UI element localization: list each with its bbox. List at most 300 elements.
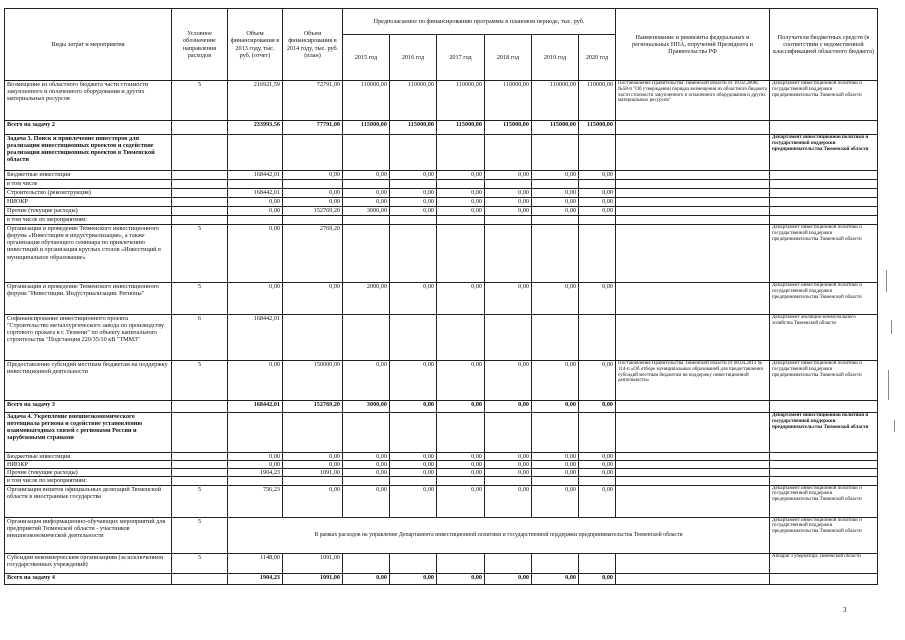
table-row: [5, 180, 878, 189]
table-row: [5, 135, 878, 171]
header-year: 2019 год: [532, 35, 579, 81]
row-plan-value: [343, 180, 390, 189]
row-plan-value: 0,00: [485, 361, 532, 401]
row-npa: [616, 180, 770, 189]
row-2014: 1091,00: [283, 553, 343, 573]
row-2013: [228, 413, 283, 453]
row-2013: 1904,23: [228, 469, 283, 477]
row-plan-value: 0,00: [390, 573, 437, 584]
row-plan-value: 0,00: [343, 485, 390, 517]
row-plan-value: 0,00: [485, 189, 532, 198]
row-plan-value: [485, 216, 532, 225]
row-plan-value: [485, 180, 532, 189]
header-2013: Объем финансирования в 2013 году, тыс. руб. (отчет): [228, 9, 283, 81]
row-plan-value: 110000,00: [437, 81, 485, 121]
row-npa: [616, 469, 770, 477]
row-plan-value: [343, 216, 390, 225]
row-2013: [228, 135, 283, 171]
row-plan-value: 115000,00: [437, 121, 485, 135]
table-row: [5, 207, 878, 216]
row-2014: [283, 477, 343, 485]
row-plan-value: 0,00: [343, 461, 390, 469]
row-plan-value: 0,00: [343, 198, 390, 207]
row-plan-value: 0,00: [343, 171, 390, 180]
row-2014: 2769,20: [283, 225, 343, 283]
row-plan-value: 0,00: [437, 207, 485, 216]
row-plan-value: [532, 553, 579, 573]
header-year: 2015 год: [343, 35, 390, 81]
row-2013: 0,00: [228, 361, 283, 401]
row-name: в том числе по мероприятиям:: [5, 477, 172, 485]
row-recipient: [770, 461, 878, 469]
row-2014: 150000,00: [283, 361, 343, 401]
row-plan-value: 0,00: [437, 283, 485, 315]
row-code: [172, 453, 228, 461]
header-recipient: Получатели бюджетных средств (в соответствии с ведомственной классификацией областного бюджета): [770, 9, 878, 81]
row-plan-value: [579, 553, 616, 573]
row-plan-value: [390, 180, 437, 189]
row-plan-value: 0,00: [532, 207, 579, 216]
row-plan-value: [390, 315, 437, 361]
row-code: 5: [172, 517, 228, 553]
row-name: в том числе по мероприятиям:: [5, 216, 172, 225]
table-row: [5, 413, 878, 453]
row-npa: [616, 453, 770, 461]
row-2014: 0,00: [283, 453, 343, 461]
row-plan-value: 0,00: [437, 189, 485, 198]
row-plan-value: [343, 315, 390, 361]
table-row: [5, 573, 878, 584]
row-2013: 0,00: [228, 283, 283, 315]
scan-edge-marks: [884, 260, 898, 480]
row-code: [172, 573, 228, 584]
row-npa: [616, 225, 770, 283]
row-2014: [283, 135, 343, 171]
row-plan-value: 0,00: [532, 469, 579, 477]
row-plan-value: [390, 553, 437, 573]
row-npa: Постановление Правительства Тюменской области от 18.02.2008г. №58-п "Об утверждении порядка возмещения из областного бюджета части стоимости закупленного и оплаченного оборудования и других материальных ресурсов": [616, 81, 770, 121]
row-name: Организация и проведение Тюменского инвестиционного форума «Инвестиции и индустриализация», а также организация обучающего семинара по привлечению инвестиций и организация круглых столов «Инвестиций в муниципальное образование»: [5, 225, 172, 283]
row-2014: 0,00: [283, 171, 343, 180]
merged-note: В рамках расходов на управление Департамента инвестиционной политики и государственной поддержки предпринимательства Тюменской области: [228, 517, 770, 553]
row-plan-value: 0,00: [532, 401, 579, 413]
row-name: Прочие (текущие расходы): [5, 469, 172, 477]
row-plan-value: 0,00: [532, 189, 579, 198]
row-npa: [616, 121, 770, 135]
row-2013: [228, 180, 283, 189]
row-plan-value: 3000,00: [343, 401, 390, 413]
row-plan-value: 0,00: [532, 283, 579, 315]
row-plan-value: [437, 225, 485, 283]
row-recipient: [770, 198, 878, 207]
row-plan-value: 0,00: [532, 198, 579, 207]
budget-table: [4, 8, 878, 585]
row-plan-value: 0,00: [437, 461, 485, 469]
row-plan-value: 115000,00: [390, 121, 437, 135]
table-row: [5, 453, 878, 461]
row-plan-value: [390, 413, 437, 453]
row-recipient: Департамент инвестиционной политики и государственной поддержки предпринимательства Тюменской области: [770, 81, 878, 121]
row-2014: 72791,00: [283, 81, 343, 121]
header-year: 2020 год: [579, 35, 616, 81]
header-npa: Наименование и реквизиты федеральных и региональных НПА, поручений Президента и Правительства РФ: [616, 9, 770, 81]
row-2013: 0,00: [228, 461, 283, 469]
row-plan-value: [579, 216, 616, 225]
row-plan-value: 110000,00: [343, 81, 390, 121]
table-row-merged: [5, 517, 878, 553]
row-recipient: Департамент инвестиционной политики и государственной поддержки предпринимательства Тюменской области: [770, 361, 878, 401]
row-plan-value: 0,00: [390, 461, 437, 469]
row-name: Бюджетные инвестиции: [5, 453, 172, 461]
table-row: [5, 81, 878, 121]
header-plan-group: Предполагаемое по финансированию программы в плановом периоде, тыс. руб.: [343, 9, 616, 35]
row-code: [172, 135, 228, 171]
row-plan-value: 0,00: [390, 171, 437, 180]
row-recipient: [770, 189, 878, 198]
row-plan-value: 0,00: [390, 485, 437, 517]
row-name: Предоставление субсидий местным бюджетам на поддержку инвестиционной деятельности: [5, 361, 172, 401]
table-row: [5, 361, 878, 401]
row-npa: [616, 485, 770, 517]
row-plan-value: 0,00: [579, 189, 616, 198]
row-name: НИОКР: [5, 461, 172, 469]
row-name: Задача 4. Укрепление внешнеэкономического потенциала региона и содействие установлению взаимовыгодных связей с регионами России и зарубежными странами: [5, 413, 172, 453]
row-2014: [283, 216, 343, 225]
row-name: Задача 3. Поиск и привлечение инвесторов для реализации инвестиционных проектов и содействие реализации инвестиционных проектов в Тюменской области: [5, 135, 172, 171]
row-plan-value: [579, 180, 616, 189]
row-name: Строительство (реконструкция): [5, 189, 172, 198]
row-2014: 0,00: [283, 461, 343, 469]
row-plan-value: 0,00: [485, 171, 532, 180]
row-name: Бюджетные инвестиции: [5, 171, 172, 180]
row-plan-value: 0,00: [485, 469, 532, 477]
row-code: 5: [172, 485, 228, 517]
row-plan-value: 0,00: [485, 207, 532, 216]
row-2013: 168442,01: [228, 171, 283, 180]
table-row: [5, 469, 878, 477]
row-plan-value: 0,00: [390, 469, 437, 477]
row-recipient: [770, 469, 878, 477]
row-plan-value: 110000,00: [390, 81, 437, 121]
row-recipient: Аппарат Губернатора Тюменской области: [770, 553, 878, 573]
row-plan-value: [437, 135, 485, 171]
row-plan-value: 0,00: [579, 573, 616, 584]
row-recipient: Департамент инвестиционной политики и государственной поддержки предпринимательства Тюменской области: [770, 225, 878, 283]
table-row: [5, 477, 878, 485]
row-2014: 0,00: [283, 485, 343, 517]
row-plan-value: 0,00: [532, 461, 579, 469]
row-npa: [616, 171, 770, 180]
row-plan-value: 0,00: [343, 573, 390, 584]
row-2014: 1091,00: [283, 469, 343, 477]
row-plan-value: 0,00: [579, 469, 616, 477]
row-plan-value: 0,00: [579, 485, 616, 517]
page-number: 3: [843, 606, 847, 614]
row-plan-value: [485, 315, 532, 361]
row-recipient: [770, 180, 878, 189]
row-plan-value: [579, 413, 616, 453]
row-plan-value: 0,00: [579, 207, 616, 216]
header-2014: Объем финансирования в 2014 году, тыс. руб. (план): [283, 9, 343, 81]
table-row: [5, 315, 878, 361]
table-row: [5, 171, 878, 180]
row-plan-value: 0,00: [390, 207, 437, 216]
row-npa: [616, 477, 770, 485]
row-plan-value: [343, 225, 390, 283]
row-plan-value: 0,00: [579, 198, 616, 207]
row-recipient: Департамент инвестиционной политики и государственной поддержки предпринимательства Тюменской области: [770, 135, 878, 171]
row-npa: [616, 461, 770, 469]
row-code: 5: [172, 361, 228, 401]
table-row: [5, 121, 878, 135]
row-plan-value: [343, 477, 390, 485]
row-plan-value: 0,00: [485, 401, 532, 413]
row-recipient: Департамент инвестиционной политики и государственной поддержки предпринимательства Тюменской области: [770, 413, 878, 453]
row-2013: 168442,01: [228, 315, 283, 361]
header-row-1: [5, 9, 878, 35]
row-plan-value: 0,00: [390, 401, 437, 413]
row-plan-value: 110000,00: [579, 81, 616, 121]
row-name: Организация и проведение Тюменского инвестиционного форума "Инвестиции. Индустриализация. Регионы": [5, 283, 172, 315]
row-plan-value: 0,00: [437, 401, 485, 413]
row-plan-value: 0,00: [390, 189, 437, 198]
row-plan-value: [532, 413, 579, 453]
row-2014: 1091,00: [283, 573, 343, 584]
row-plan-value: 0,00: [532, 485, 579, 517]
row-npa: [616, 315, 770, 361]
row-npa: [616, 216, 770, 225]
row-code: [172, 180, 228, 189]
row-recipient: [770, 121, 878, 135]
row-code: [172, 477, 228, 485]
row-name: Всего на задачу 4: [5, 573, 172, 584]
row-plan-value: 0,00: [485, 198, 532, 207]
row-recipient: [770, 453, 878, 461]
row-2013: 1148,00: [228, 553, 283, 573]
row-2013: 0,00: [228, 453, 283, 461]
row-plan-value: 0,00: [579, 461, 616, 469]
row-plan-value: [579, 135, 616, 171]
row-recipient: Департамент жилищно-коммунального хозяйства Тюменской области: [770, 315, 878, 361]
row-npa: [616, 189, 770, 198]
header-name: Виды затрат и мероприятия: [5, 9, 172, 81]
row-2014: 0,00: [283, 189, 343, 198]
row-2013: [228, 216, 283, 225]
table-row: [5, 401, 878, 413]
row-plan-value: 115000,00: [343, 121, 390, 135]
row-2013: 168442,01: [228, 401, 283, 413]
row-plan-value: 0,00: [485, 453, 532, 461]
row-plan-value: [532, 216, 579, 225]
row-2014: [283, 315, 343, 361]
row-name: Софинансирование инвестиционного проекта "Строительство металлургического завода по производству сортового проката в г. Тюмени" по объекту капитального строительства "Подстанция 220/35/10 кВ "ТММЗ": [5, 315, 172, 361]
row-recipient: [770, 401, 878, 413]
row-recipient: [770, 207, 878, 216]
row-2013: 168442,01: [228, 189, 283, 198]
row-plan-value: [485, 413, 532, 453]
row-plan-value: [532, 225, 579, 283]
row-npa: [616, 553, 770, 573]
row-code: 6: [172, 315, 228, 361]
row-npa: Постановление Правительства Тюменской области от 08.04.2013 № 114-п «Об отборе муниципальных образований для предоставления субсидий местным бюджетам на поддержку инвестиционной деятельности»: [616, 361, 770, 401]
row-2014: 0,00: [283, 283, 343, 315]
row-plan-value: 0,00: [437, 485, 485, 517]
row-code: [172, 189, 228, 198]
row-name: Возмещение из областного бюджета части стоимости закупленного и оплаченного оборудования и других материальных ресурсов: [5, 81, 172, 121]
table-row: [5, 198, 878, 207]
row-plan-value: 0,00: [485, 573, 532, 584]
row-plan-value: 0,00: [437, 453, 485, 461]
row-2013: [228, 477, 283, 485]
row-recipient: Департамент инвестиционной политики и государственной поддержки предпринимательства Тюменской области: [770, 283, 878, 315]
row-plan-value: [390, 216, 437, 225]
row-code: [172, 401, 228, 413]
row-plan-value: 115000,00: [579, 121, 616, 135]
header-year: 2018 год: [485, 35, 532, 81]
row-plan-value: 0,00: [437, 469, 485, 477]
row-recipient: [770, 171, 878, 180]
row-npa: [616, 283, 770, 315]
row-npa: [616, 413, 770, 453]
row-plan-value: [437, 180, 485, 189]
row-code: [172, 121, 228, 135]
row-plan-value: [437, 315, 485, 361]
row-recipient: Департамент инвестиционной политики и государственной поддержки предпринимательства Тюменской области: [770, 485, 878, 517]
row-plan-value: 110000,00: [532, 81, 579, 121]
row-plan-value: 0,00: [579, 171, 616, 180]
row-code: [172, 198, 228, 207]
row-code: 5: [172, 283, 228, 315]
row-plan-value: [390, 135, 437, 171]
row-plan-value: 0,00: [343, 469, 390, 477]
row-plan-value: [485, 477, 532, 485]
table-body: [5, 81, 878, 585]
row-plan-value: 0,00: [532, 361, 579, 401]
row-code: [172, 171, 228, 180]
row-plan-value: 0,00: [437, 171, 485, 180]
row-plan-value: 110000,00: [485, 81, 532, 121]
row-code: [172, 216, 228, 225]
row-plan-value: 0,00: [579, 401, 616, 413]
row-plan-value: 2000,00: [343, 283, 390, 315]
row-plan-value: [579, 477, 616, 485]
row-2014: 152769,20: [283, 207, 343, 216]
row-plan-value: [532, 477, 579, 485]
row-plan-value: [437, 477, 485, 485]
row-plan-value: 0,00: [343, 189, 390, 198]
row-plan-value: [390, 477, 437, 485]
row-plan-value: 115000,00: [485, 121, 532, 135]
row-plan-value: 0,00: [532, 171, 579, 180]
row-code: 5: [172, 553, 228, 573]
row-plan-value: 0,00: [390, 198, 437, 207]
table-row: [5, 553, 878, 573]
row-name: Организация визитов официальных делегаций Тюменской области в иностранные государства: [5, 485, 172, 517]
row-plan-value: 0,00: [437, 361, 485, 401]
table-row: [5, 216, 878, 225]
row-plan-value: [579, 315, 616, 361]
row-plan-value: 0,00: [532, 453, 579, 461]
row-2013: 0,00: [228, 198, 283, 207]
row-plan-value: 0,00: [390, 361, 437, 401]
row-plan-value: [579, 225, 616, 283]
row-2014: [283, 180, 343, 189]
row-name: Субсидии некоммерческим организациям (за исключением государственных учреждений): [5, 553, 172, 573]
row-2013: 233993,56: [228, 121, 283, 135]
row-plan-value: 0,00: [579, 453, 616, 461]
row-plan-value: 0,00: [485, 283, 532, 315]
row-npa: [616, 401, 770, 413]
row-plan-value: 115000,00: [532, 121, 579, 135]
row-plan-value: [532, 315, 579, 361]
row-plan-value: 3000,00: [343, 207, 390, 216]
row-npa: [616, 207, 770, 216]
header-year: 2017 год: [437, 35, 485, 81]
row-name: Всего на задачу 2: [5, 121, 172, 135]
row-code: [172, 469, 228, 477]
row-name: Организация информационно-обучающих мероприятий для предприятий Тюменской области - участников внешнеэкономической деятельности: [5, 517, 172, 553]
row-code: [172, 461, 228, 469]
row-plan-value: 0,00: [343, 361, 390, 401]
row-plan-value: [437, 216, 485, 225]
row-plan-value: 0,00: [579, 361, 616, 401]
row-plan-value: 0,00: [532, 573, 579, 584]
row-2013: 1904,23: [228, 573, 283, 584]
row-2014: 152769,20: [283, 401, 343, 413]
row-plan-value: [485, 225, 532, 283]
row-npa: [616, 573, 770, 584]
header-code: Условное обозначение направления расходов: [172, 9, 228, 81]
row-plan-value: [437, 413, 485, 453]
row-plan-value: 0,00: [485, 461, 532, 469]
row-code: [172, 413, 228, 453]
row-npa: [616, 198, 770, 207]
row-plan-value: [485, 553, 532, 573]
row-plan-value: [343, 413, 390, 453]
row-plan-value: [437, 553, 485, 573]
row-name: Всего на задачу 3: [5, 401, 172, 413]
row-code: [172, 207, 228, 216]
row-2013: 0,00: [228, 207, 283, 216]
row-name: НИОКР: [5, 198, 172, 207]
row-plan-value: 0,00: [390, 283, 437, 315]
header-year: 2016 год: [390, 35, 437, 81]
row-name: Прочие (текущие расходы): [5, 207, 172, 216]
row-2014: 77791,00: [283, 121, 343, 135]
row-2013: 0,00: [228, 225, 283, 283]
row-recipient: [770, 216, 878, 225]
row-plan-value: 0,00: [343, 453, 390, 461]
row-plan-value: [532, 135, 579, 171]
row-plan-value: [485, 135, 532, 171]
row-code: 5: [172, 81, 228, 121]
table-row: [5, 283, 878, 315]
table-row: [5, 225, 878, 283]
row-plan-value: [390, 225, 437, 283]
row-plan-value: [343, 553, 390, 573]
row-plan-value: 0,00: [579, 283, 616, 315]
row-plan-value: 0,00: [437, 198, 485, 207]
table-row: [5, 485, 878, 517]
row-recipient: [770, 477, 878, 485]
row-plan-value: [343, 135, 390, 171]
row-plan-value: 0,00: [485, 485, 532, 517]
row-npa: [616, 135, 770, 171]
row-recipient: Департамент инвестиционной политики и государственной поддержки предпринимательства Тюменской области: [770, 517, 878, 553]
row-code: 5: [172, 225, 228, 283]
row-plan-value: 0,00: [390, 453, 437, 461]
row-plan-value: [532, 180, 579, 189]
